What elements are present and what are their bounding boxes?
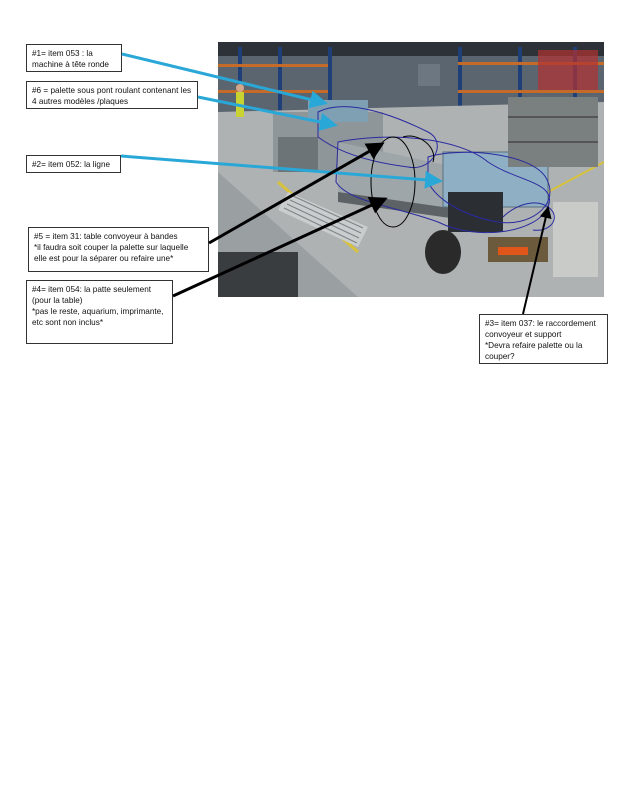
note-4-line-2: (pour la table) — [32, 296, 83, 305]
note-4-line-3: *pas le reste, aquarium, imprimante, — [32, 307, 164, 316]
arrow-note-2 — [121, 156, 440, 181]
arrow-note-1 — [122, 54, 325, 103]
note-5-line-3: elle est pour la séparer ou refaire une* — [34, 254, 174, 263]
note-5-line-2: *il faudra soit couper la palette sur laquelle — [34, 243, 189, 252]
note-4-line-4: etc sont non inclus* — [32, 318, 104, 327]
note-3-line-2: convoyeur et support — [485, 330, 562, 339]
note-5-line-1: #5 = item 31: table convoyeur à bandes — [34, 232, 178, 241]
note-3-line-3: *Devra refaire palette ou la — [485, 341, 583, 350]
note-4-line-1: #4= item 054: la patte seulement — [32, 285, 152, 294]
arrow-note-3 — [523, 208, 548, 314]
note-1-line-2: machine à tête ronde — [32, 60, 109, 69]
note-1-line-1: #1= item 053 : la — [32, 49, 93, 58]
note-6-line-1: #6 = palette sous pont roulant contenant les — [32, 86, 192, 95]
arrow-note-5 — [209, 144, 382, 243]
note-3-line-1: #3= item 037: le raccordement — [485, 319, 596, 328]
note-6-line-2: 4 autres modèles /plaques — [32, 97, 129, 106]
note-2-line-1: #2= item 052: la ligne — [32, 160, 111, 169]
note-3-line-4: couper? — [485, 352, 515, 361]
arrow-note-4 — [173, 199, 385, 296]
